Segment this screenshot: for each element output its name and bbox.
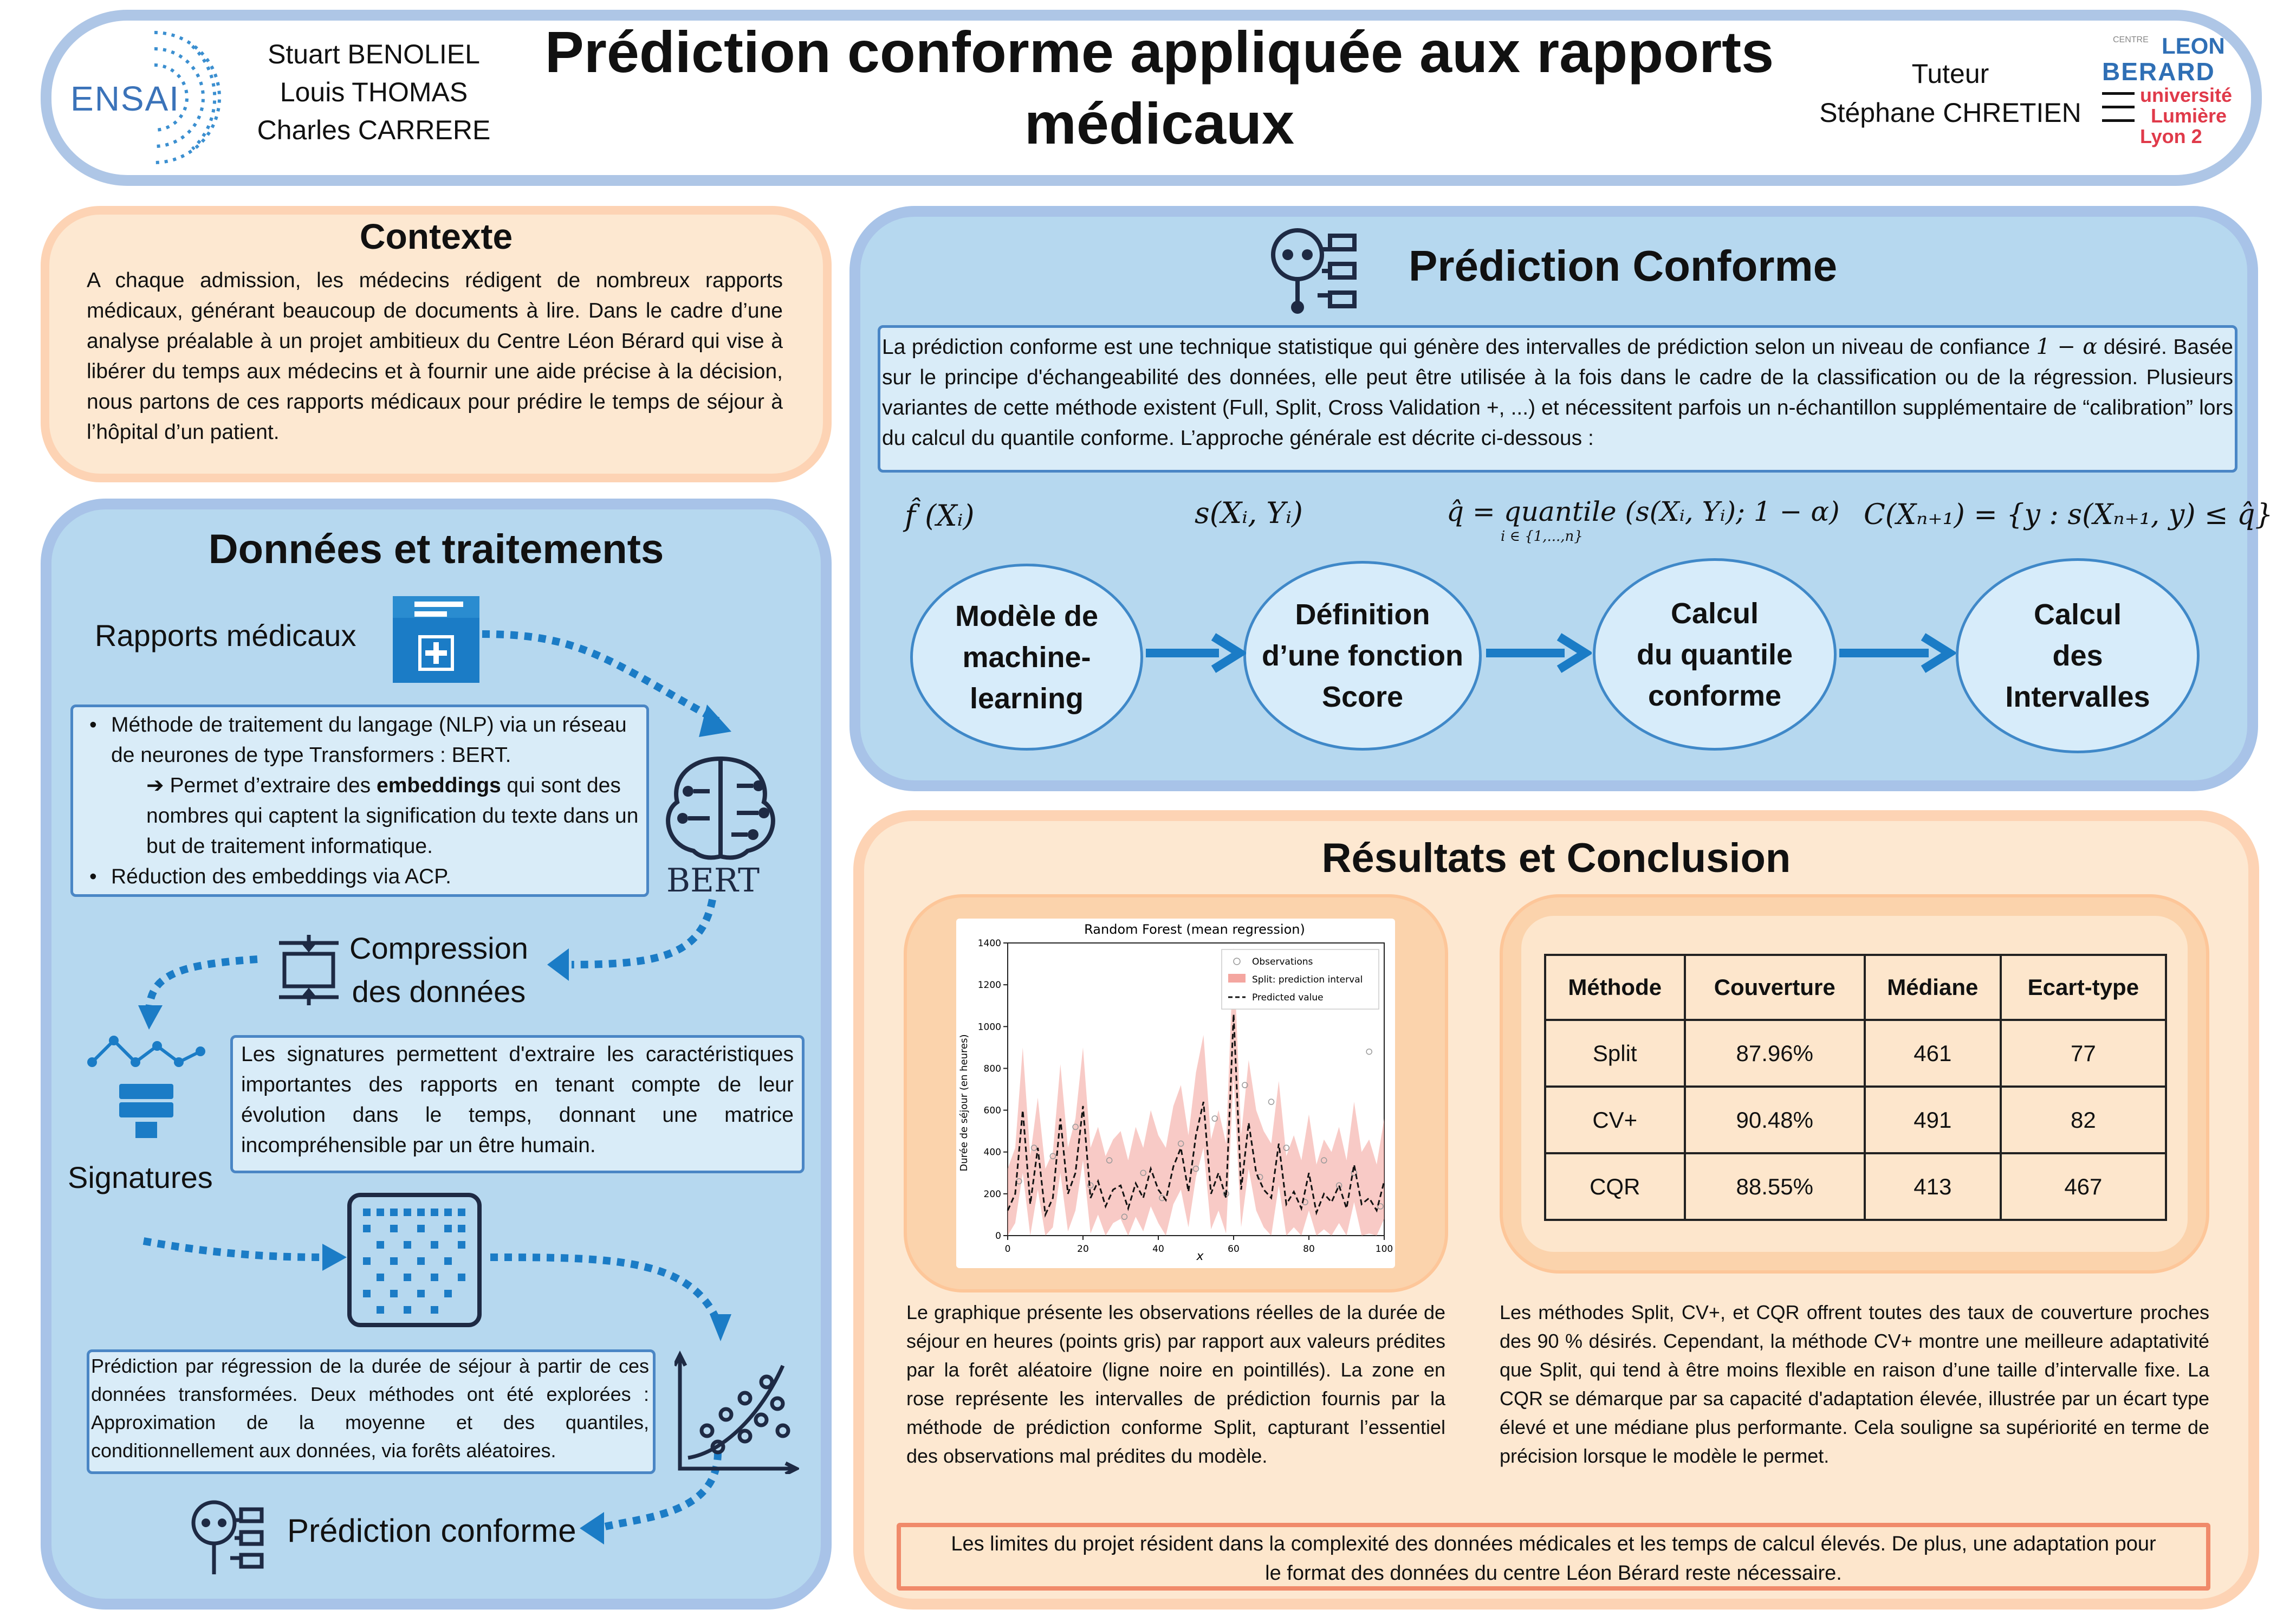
ensai-logo-text: ENSAI (70, 79, 180, 118)
x-tick-label: 40 (1152, 1244, 1164, 1255)
table-cell: 88.55% (1685, 1153, 1865, 1220)
legend-entry: Observations (1252, 957, 1313, 967)
table-row (1545, 1153, 2166, 1220)
logo-line (2102, 106, 2135, 108)
random-forest-chart (956, 919, 1395, 1268)
y-tick-label: 1000 (977, 1022, 1001, 1033)
poster-title: Prédiction conforme appliquée aux rapports médicaux (544, 19, 1774, 156)
author: Louis THOMAS (280, 77, 468, 107)
authors (244, 35, 504, 149)
rapports-label: Rapports médicaux (95, 618, 356, 652)
signatures-text: Les signatures permettent d'extraire les caractéristiques importantes des rapports en tenant compte de leur évolution dans le temps, donnant une matrice incompréhensible par un être humain. (241, 1043, 794, 1157)
formula-interval: C(Xₙ₊₁) = {y : s(Xₙ₊₁, y) ≤ q̂} (1864, 499, 2273, 531)
contexte-title: Contexte (359, 216, 513, 256)
prediction-title: Prédiction Conforme (1409, 242, 1838, 290)
chart-xlabel: x (1196, 1250, 1204, 1263)
tutor (1804, 54, 2097, 132)
ensai-logo (62, 24, 225, 171)
nlp-bullet: • Méthode de traitement du langage (NLP) via un réseau de neurones de type Transformers : BERT. (89, 710, 647, 771)
x-tick-label: 60 (1228, 1244, 1240, 1255)
matrix-icon (347, 1192, 482, 1328)
y-tick-label: 600 (983, 1105, 1001, 1116)
tutor-label: Tuteur (1911, 59, 1989, 89)
formula-score: s(Xᵢ, Yᵢ) (1195, 496, 1303, 530)
tutor-name: Stéphane CHRETIEN (1819, 98, 2081, 128)
table-cell: Split (1545, 1020, 1685, 1087)
x-tick-label: 0 (1004, 1244, 1011, 1255)
legend-entry: Split: prediction interval (1252, 974, 1363, 985)
signatures-label: Signatures (68, 1160, 213, 1194)
step-arrow-icon (1837, 631, 1956, 675)
embeddings-text: ➔ Permet d’extraire des embeddings qui sont des nombres qui captent la signification du texte dans un but de traitement informatique. (146, 774, 639, 858)
results-table (1544, 954, 2167, 1221)
formula-quantile-sub: i ∈ {1,...,n} (1501, 528, 1583, 545)
observation-point (1269, 1099, 1274, 1104)
resultats-title: Résultats et Conclusion (1321, 835, 1791, 881)
compression-label: Compression des données (349, 931, 528, 1009)
x-tick-label: 100 (1375, 1244, 1393, 1255)
legend-interval-marker (1228, 974, 1246, 983)
chart-title: Random Forest (mean regression) (1084, 922, 1305, 937)
table-cell: 82 (2001, 1087, 2166, 1153)
regression-text: Prédiction par régression de la durée de séjour à partir de ces données transformées. Deux méthodes ont été explorées : Approximation de la moyenne et des quantiles, conditionnellement aux données, via forêts aléatoires. (91, 1355, 649, 1462)
observation-point (1366, 1049, 1372, 1055)
table-row (1545, 1020, 2166, 1087)
y-tick-label: 200 (983, 1188, 1001, 1200)
conclusion-line: Les limites du projet résident dans la complexité des données médicales et les temps de calcul élevés. De plus, une adaptation pour (951, 1533, 2156, 1555)
table-header: Ecart-type (2001, 955, 2166, 1020)
table-cell: 87.96% (1685, 1020, 1865, 1087)
nlp-content (89, 710, 647, 892)
conformal-search-icon (190, 1498, 265, 1580)
chart-description: Le graphique présente les observations réelles de la durée de séjour en heures (points gris) par rapport aux valeurs prédites par la forêt aléatoire (ligne noire en pointillés). La zone en rose représente les intervalles de prédiction fournis par la méthode de prédiction conforme Split, capturant l’essentiel des observations mal prédites du modèle. (906, 1301, 1445, 1467)
table-row (1545, 1087, 2166, 1153)
logo-leon: LEON (2162, 33, 2225, 59)
table-cell: 467 (2001, 1153, 2166, 1220)
formula-quantile: q̂ = quantile (s(Xᵢ, Yᵢ); 1 − α) (1447, 496, 1840, 527)
logo-univ: Lumière (2151, 105, 2227, 127)
step-arrow-icon (1483, 631, 1592, 675)
table-description: Les méthodes Split, CV+, et CQR offrent toutes des taux de couverture proches des 90 % désirés. Cependant, la méthode CV+ montre une meilleure adaptativité que Split, qui tend à être moins flexible en raison d’une taille d’intervalle fixe. La CQR se démarque par sa capacité d'adaptation élevée, illustrée par un écart type élevé et une médiane plus performante. Cela souligne sa supériorité en terme de précision lorsque le modèle le permet. (1500, 1301, 2209, 1467)
logo-line (2102, 119, 2135, 122)
table-cell: 90.48% (1685, 1087, 1865, 1153)
prediction-text: La prédiction conforme est une technique statistique qui génère des intervalles de prédiction selon un niveau de confiance 1 − α désiré. Basée sur le principe d'échangeabilité des données, elle peut être utilisée à la fois dans le cadre de la classification ou de la régression. Plusieurs variantes de cette méthode existent (Full, Split, Cross Validation +, ...) et nécessitent parfois un n-échantillon supplémentaire de “calibration” lors du calcul du quantile conforme. L’approche générale est décrite ci-dessous : (882, 334, 2233, 450)
bert-label: BERT (666, 862, 760, 900)
author: Charles CARRERE (257, 115, 491, 145)
table-header: Couverture (1685, 955, 1865, 1020)
y-tick-label: 1200 (977, 980, 1001, 991)
step-quantile: Calcul du quantile conforme (1593, 558, 1837, 751)
formula-model: f̂ (Xᵢ) (905, 499, 975, 533)
x-tick-label: 20 (1077, 1244, 1089, 1255)
pred-conforme-label: Prédiction conforme (287, 1513, 576, 1549)
logo-berard: BERARD (2102, 57, 2215, 86)
table-cell: 413 (1865, 1153, 2001, 1220)
y-tick-label: 1400 (977, 938, 1001, 949)
chart-ylabel: Durée de séjour (en heures) (958, 1034, 970, 1172)
table-cell: CV+ (1545, 1087, 1685, 1153)
legend-entry: Predicted value (1252, 992, 1324, 1003)
table-header-row (1545, 955, 2166, 1020)
y-tick-label: 400 (983, 1147, 1001, 1158)
bullet-dot: • (89, 713, 97, 736)
table-header: Méthode (1545, 955, 1685, 1020)
logo-univ: Lyon 2 (2140, 125, 2202, 147)
compression-icon (274, 932, 344, 1008)
brain-circuit-icon (656, 748, 786, 867)
chart-card (956, 919, 1395, 1268)
bullet-dot: • (89, 865, 97, 888)
table-cell: 491 (1865, 1087, 2001, 1153)
logo-centre: CENTRE (2113, 35, 2149, 44)
scatter-plot-icon (674, 1349, 799, 1474)
table-cell: 461 (1865, 1020, 2001, 1087)
y-tick-label: 0 (995, 1231, 1001, 1242)
conformal-prediction-icon (1268, 225, 1360, 317)
logo-univ: université (2140, 84, 2233, 106)
conclusion-line: le format des données du centre Léon Bérard reste nécessaire. (1265, 1562, 1842, 1585)
conclusion-box (897, 1523, 2210, 1591)
x-tick-label: 80 (1303, 1244, 1315, 1255)
partner-logos (2102, 30, 2243, 171)
step-arrow-icon (1143, 631, 1246, 675)
table-header: Médiane (1865, 955, 2001, 1020)
author: Stuart BENOLIEL (268, 39, 480, 69)
y-tick-label: 800 (983, 1063, 1001, 1075)
table-cell: CQR (1545, 1153, 1685, 1220)
contexte-text: A chaque admission, les médecins rédigent de nombreux rapports médicaux, générant beaucoup de documents à lire. Dans le cadre d’une analyse préalable à un projet ambitieux du Centre Léon Bérard qui vise à libérer du temps aux médecins et à fournir une aide précise à la décision, nous partons de ces rapports médicaux pour prédire le temps de séjour à l’hôpital d’un patient. (87, 269, 783, 444)
acp-bullet: • Réduction des embeddings via ACP. (89, 862, 647, 892)
step-intervals: Calcul des Intervalles (1956, 558, 2200, 753)
signatures-icon (87, 1030, 206, 1143)
logo-line (2102, 92, 2135, 95)
table-cell: 77 (2001, 1020, 2166, 1087)
step-model: Modèle de machine- learning (910, 564, 1143, 751)
donnees-title: Données et traitements (208, 526, 664, 572)
step-score: Définition d’une fonction Score (1243, 561, 1482, 751)
